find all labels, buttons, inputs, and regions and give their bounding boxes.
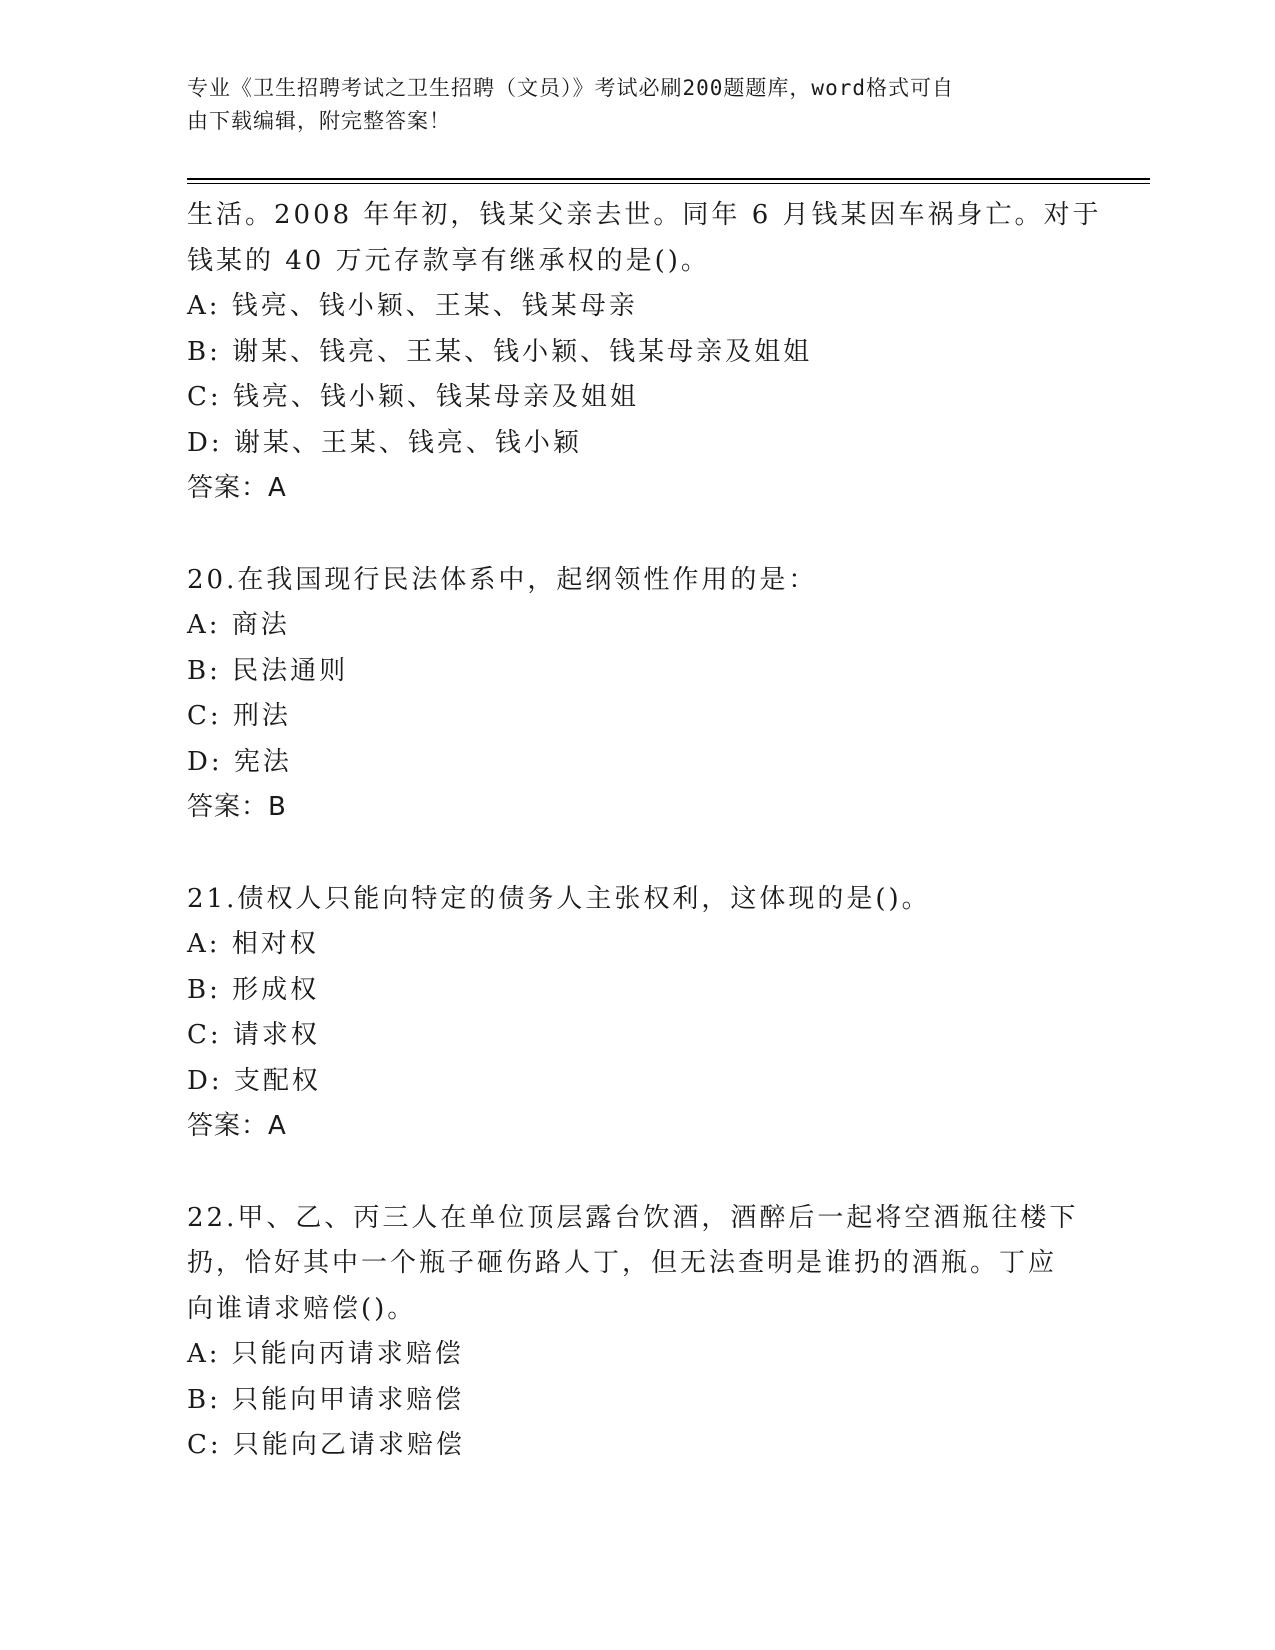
option-a: A: 钱亮、钱小颖、王某、钱某母亲 (187, 291, 638, 321)
question-text: 钱某的 40 万元存款享有继承权的是()。 (187, 245, 710, 276)
option-b: B: 只能向甲请求赔偿 (187, 1384, 465, 1415)
option-d: D: 谢某、王某、钱亮、钱小颖 (187, 427, 582, 458)
option-c: C: 刑法 (187, 701, 291, 731)
option-d: D: 宪法 (187, 746, 292, 777)
question-text: 扔，恰好其中一个瓶子砸伤路人丁，但无法查明是谁扔的酒瓶。丁应 (187, 1248, 1058, 1278)
question-text: 21.债权人只能向特定的债务人主张权利，这体现的是()。 (187, 883, 931, 914)
question-text: 20.在我国现行民法体系中，起纲领性作用的是： (187, 564, 818, 595)
question-22 (187, 1196, 1087, 1469)
option-c: C: 钱亮、钱小颖、钱某母亲及姐姐 (187, 382, 639, 412)
question-text: 生活。2008 年年初，钱某父亲去世。同年 6 月钱某因车祸身亡。对于 (187, 200, 1102, 230)
question-content (187, 193, 1102, 1469)
option-a: A: 相对权 (187, 929, 319, 959)
option-a: A: 商法 (187, 610, 290, 640)
header-line-1: 专业《卫生招聘考试之卫生招聘（文员）》考试必刷200题题库，word格式可自 (187, 76, 954, 100)
option-d: D: 支配权 (187, 1065, 321, 1096)
option-a: A: 只能向丙请求赔偿 (187, 1339, 464, 1369)
option-b: B: 民法通则 (187, 655, 349, 686)
question-text: 向谁请求赔偿()。 (187, 1293, 417, 1324)
question-21 (187, 877, 1087, 1150)
option-b: B: 谢某、钱亮、王某、钱小颖、钱某母亲及姐姐 (187, 336, 813, 367)
answer: 答案：A (187, 473, 287, 503)
option-c: C: 只能向乙请求赔偿 (187, 1430, 465, 1460)
question-20 (187, 558, 1087, 831)
header-rule-thick (187, 178, 1150, 180)
option-b: B: 形成权 (187, 974, 320, 1005)
page-header (187, 72, 1067, 138)
answer: 答案：B (187, 792, 287, 822)
question-19 (187, 193, 1102, 512)
question-text: 22.甲、乙、丙三人在单位顶层露台饮酒，酒醉后一起将空酒瓶往楼下 (187, 1202, 1079, 1233)
option-c: C: 请求权 (187, 1020, 320, 1050)
header-line-2: 由下载编辑，附完整答案！ (187, 109, 451, 133)
answer: 答案：A (187, 1111, 287, 1141)
header-rule-thin (187, 183, 1150, 184)
